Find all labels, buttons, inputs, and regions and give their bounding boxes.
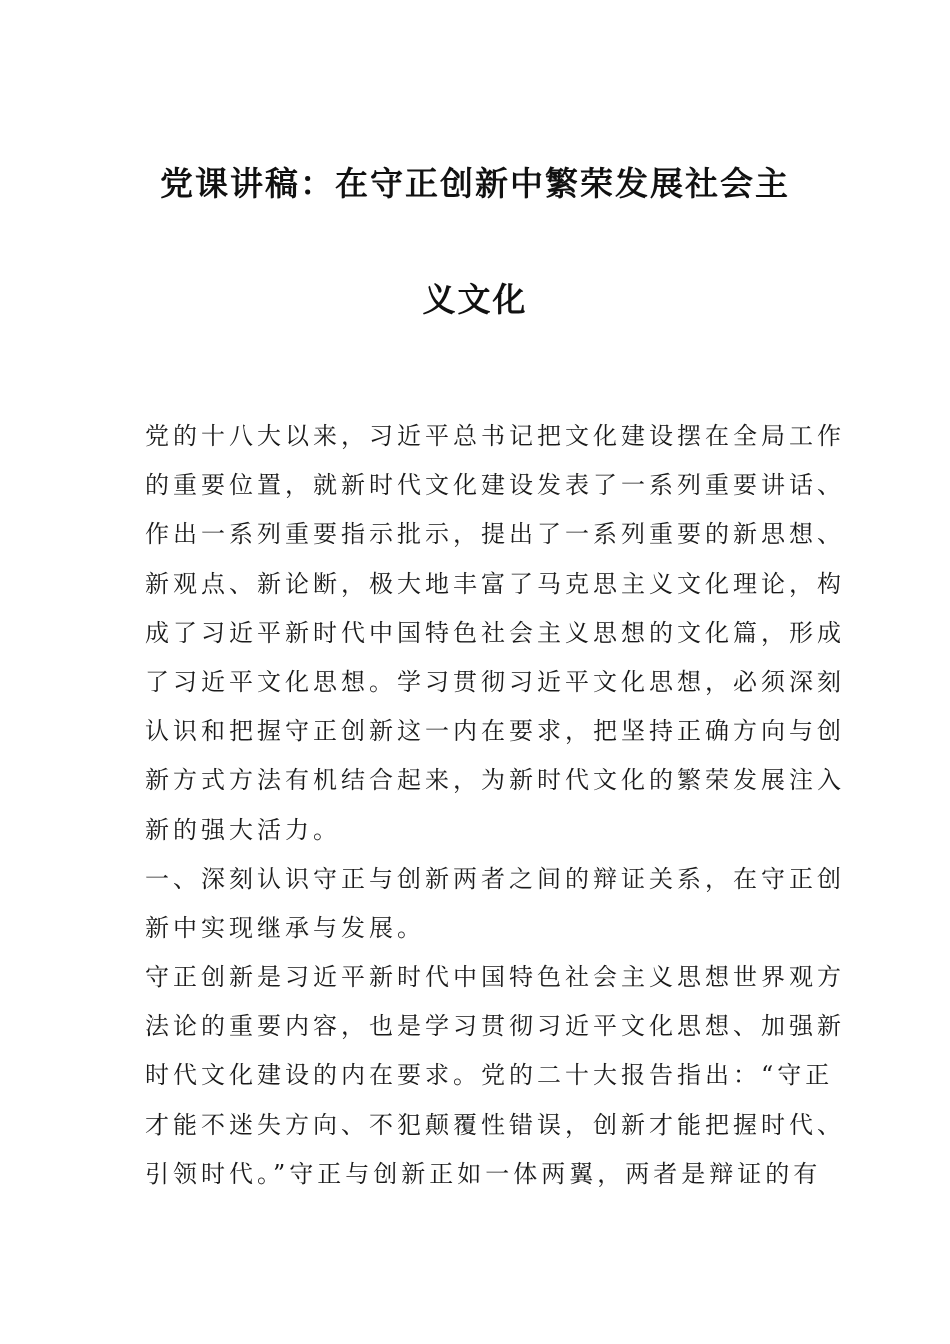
document-body (145, 412, 845, 1199)
body-line: 认识和把握守正创新这一内在要求，把坚持正确方向与创 (145, 717, 845, 746)
body-line: 守正创新是习近平新时代中国特色社会主义思想世界观方 (145, 963, 845, 992)
document-title-line-1: 党课讲稿：在守正创新中繁荣发展社会主 (160, 164, 790, 203)
body-line: 引领时代。”守正与创新正如一体两翼，两者是辩证的有 (145, 1159, 822, 1188)
body-line: 法论的重要内容，也是学习贯彻习近平文化思想、加强新 (145, 1012, 845, 1041)
body-line: 新方式方法有机结合起来，为新时代文化的繁荣发展注入 (145, 766, 845, 795)
body-line: 成了习近平新时代中国特色社会主义思想的文化篇，形成 (145, 618, 845, 647)
body-line: 作出一系列重要指示批示，提出了一系列重要的新思想、 (145, 520, 845, 549)
body-line: 的重要位置，就新时代文化建设发表了一系列重要讲话、 (145, 471, 845, 500)
body-line: 党的十八大以来，习近平总书记把文化建设摆在全局工作 (145, 422, 845, 450)
body-line: 了习近平文化思想。学习贯彻习近平文化思想，必须深刻 (145, 667, 845, 696)
section-heading-line: 新中实现继承与发展。 (145, 913, 425, 942)
document-title-line-2: 义文化 (422, 280, 528, 319)
body-line: 时代文化建设的内在要求。党的二十大报告指出：“守正 (145, 1061, 834, 1090)
body-line: 新观点、新论断，极大地丰富了马克思主义文化理论，构 (145, 569, 845, 598)
body-line: 新的强大活力。 (145, 815, 341, 844)
section-heading-line: 一、深刻认识守正与创新两者之间的辩证关系，在守正创 (145, 864, 845, 893)
body-line: 才能不迷失方向、不犯颠覆性错误，创新才能把握时代、 (145, 1110, 845, 1139)
